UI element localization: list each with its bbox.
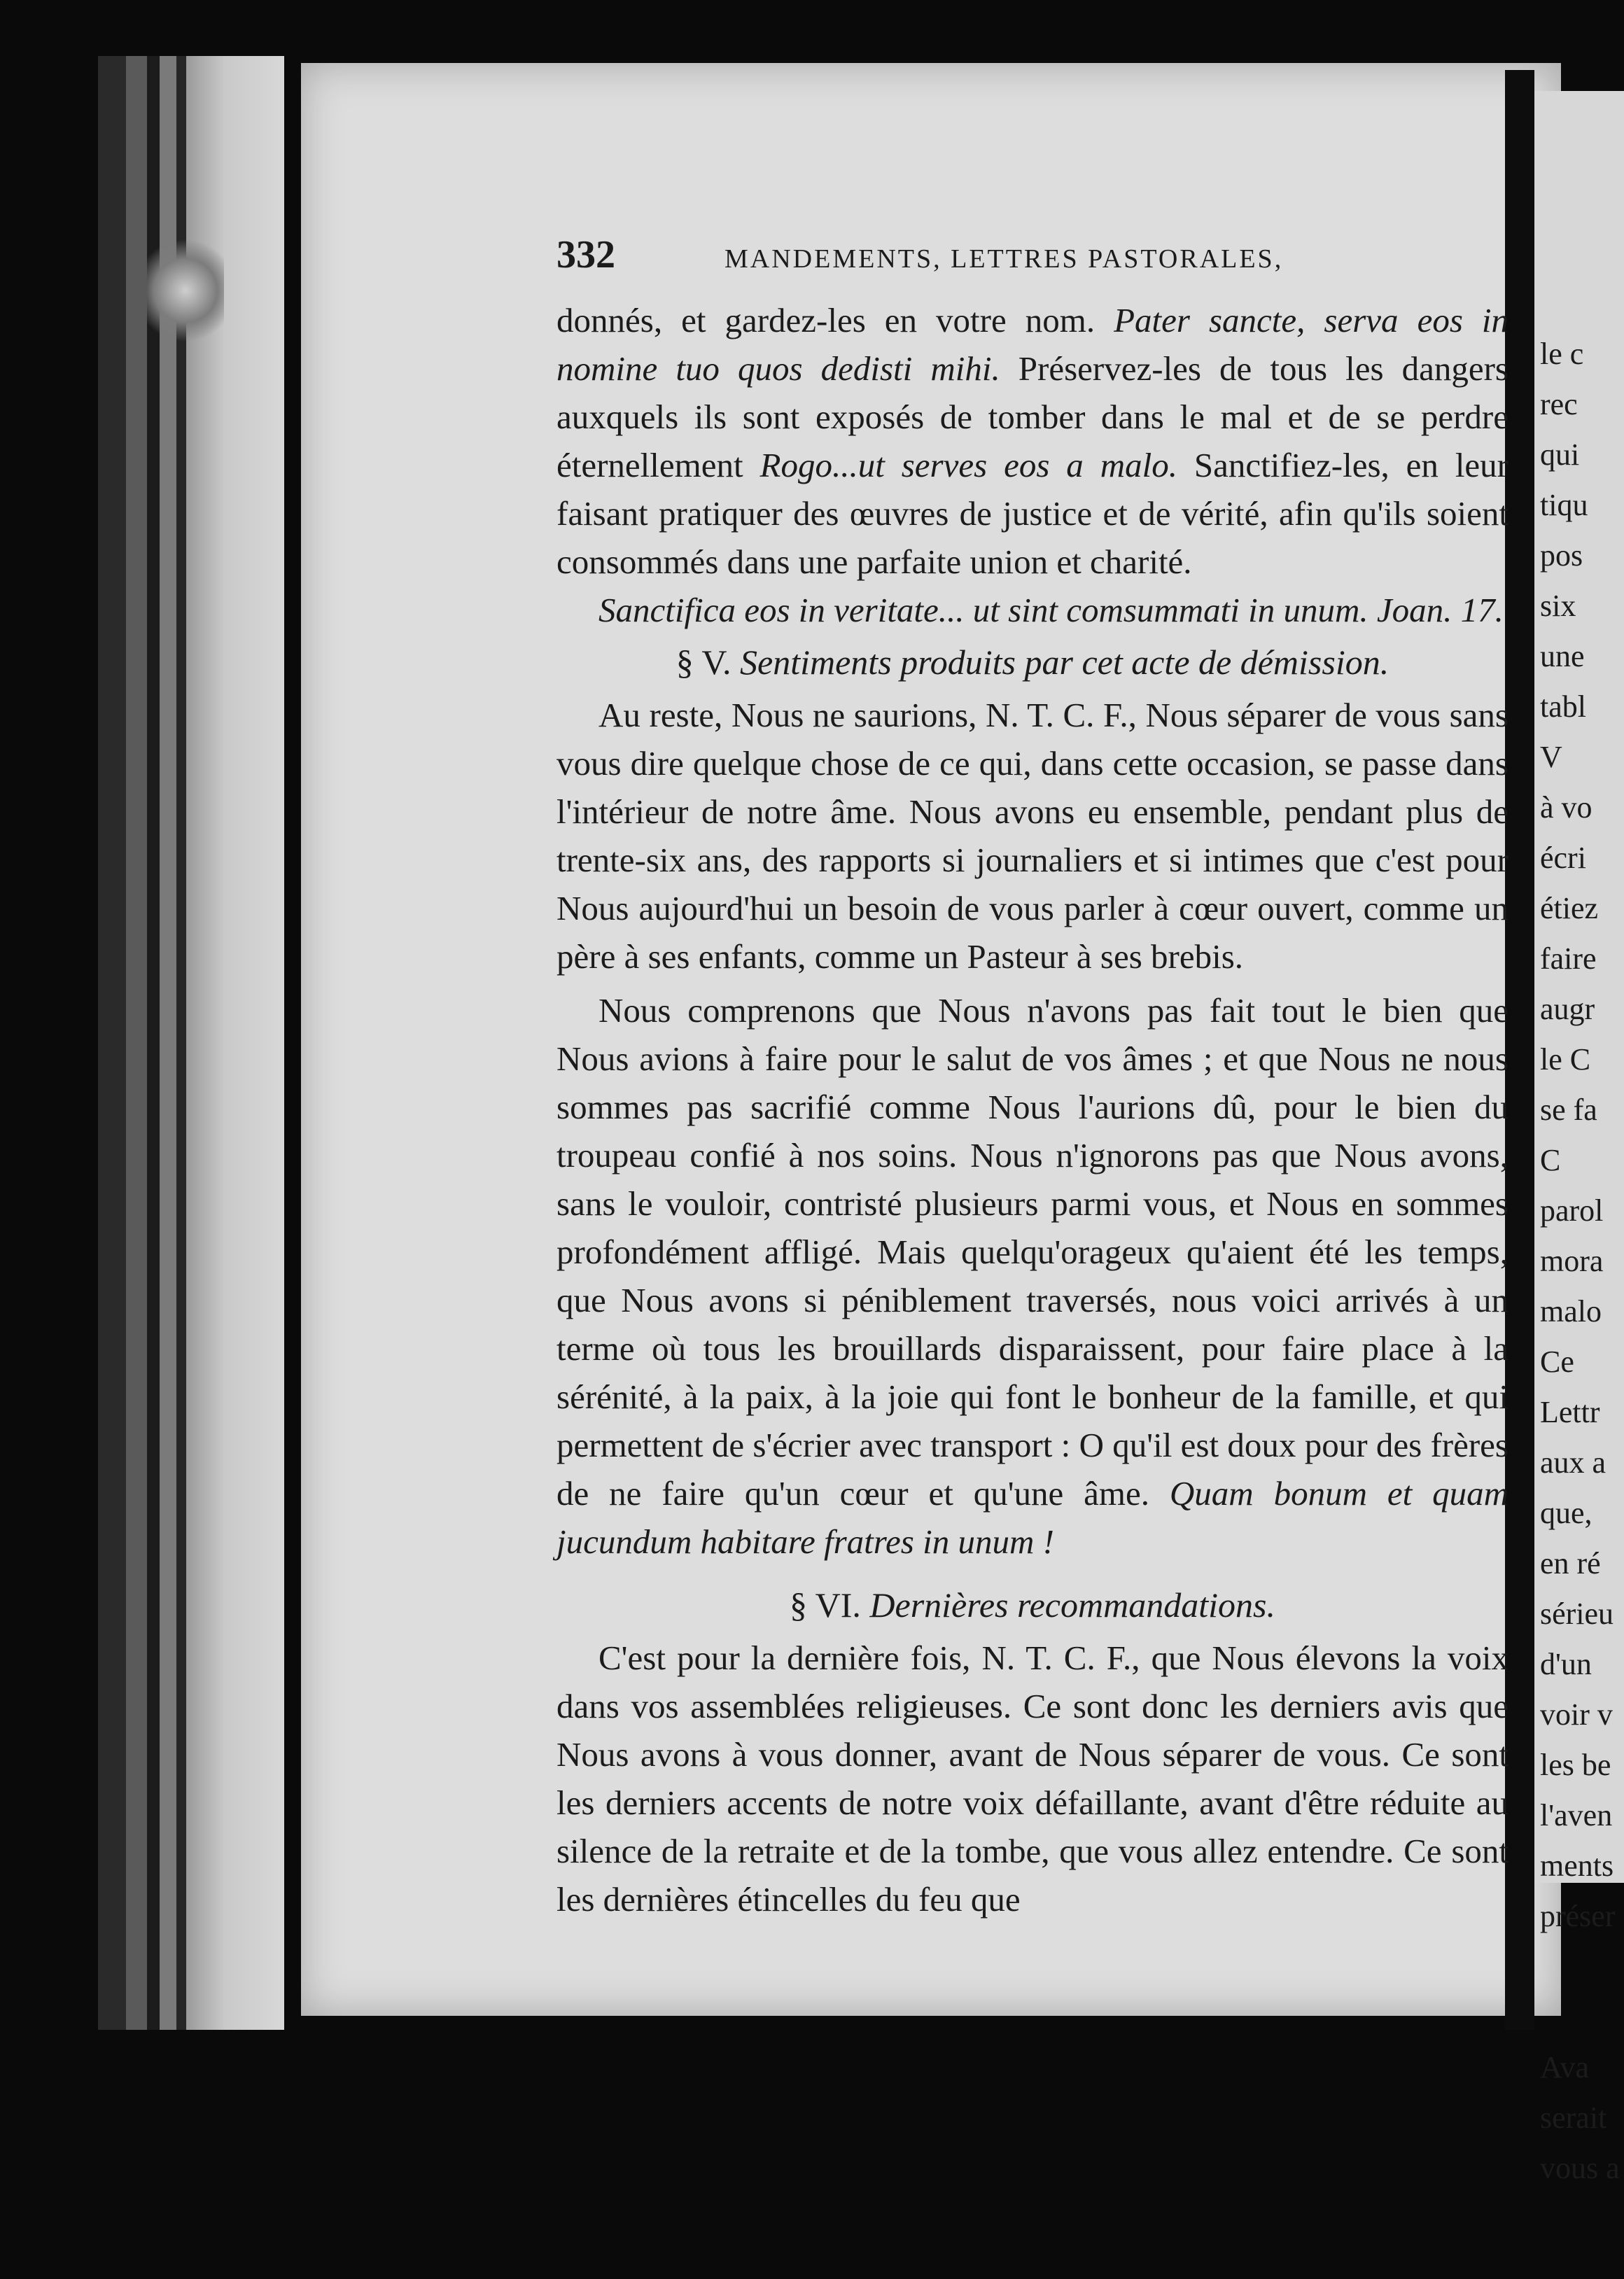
- book-edge: [98, 56, 126, 2030]
- facing-page-fragment: V: [1540, 740, 1562, 774]
- page-number: 332: [556, 233, 615, 276]
- book-edge: [147, 56, 160, 2030]
- running-head: MANDEMENTS, LETTRES PASTORALES,: [724, 244, 1284, 274]
- facing-page-fragment: rec: [1540, 387, 1578, 421]
- latin-quote: Sanctifica eos in veritate... ut sint comsummati in unum.: [598, 591, 1368, 629]
- facing-page-fragment: six: [1540, 589, 1576, 623]
- facing-page-fragment: parol: [1540, 1193, 1604, 1228]
- facing-page-fragment: mora: [1540, 1244, 1604, 1278]
- facing-page-fragment: C: [1540, 1143, 1561, 1177]
- text-run: Nous comprenons que Nous n'avons pas fait tout le bien que Nous avions à faire pour le salut de vos âmes ; et que Nous ne nous sommes pas sacrifié comme Nous l'aurions dû, pour le bien du troupeau confié à nos soins. Nous n'ignorons pas que Nous avons, sans le vouloir, contristé plusieurs parmi vous, et Nous en sommes profondément affligé. Mais quelqu'orageux qu'aient été les temps, que Nous avons si péniblement traversés, nous voici arrivés à un terme où tous les brouillards disparaissent, pour faire place à la sérénité, à la paix, à la joie qui font le bonheur de la famille, et qui permettent de s'écrier avec transport : O qu'il est doux pour des frères de ne faire qu'un cœur et qu'une âme.: [556, 991, 1508, 1513]
- section-number: § V.: [676, 643, 732, 682]
- facing-page-fragment: l'aven: [1540, 1798, 1613, 1832]
- text-run: donnés, et gardez-les en votre nom.: [556, 301, 1096, 339]
- latin-quote: Quam bonum et quam jucundum habitare fratres in unum !: [556, 1474, 1508, 1561]
- book-gutter: [1505, 70, 1534, 2030]
- facing-page-fragment: vous a: [1540, 2151, 1620, 2185]
- facing-page-fragment: se fa: [1540, 1093, 1597, 1127]
- facing-page-fragment: sérieu: [1540, 1597, 1614, 1631]
- page-text: [556, 231, 1508, 1923]
- facing-page-fragment: augr: [1540, 992, 1595, 1026]
- paragraph: [556, 986, 1508, 1566]
- latin-quote: Rogo...ut serves eos a malo.: [760, 446, 1177, 484]
- facing-page-fragment: malo: [1540, 1294, 1602, 1328]
- section-heading: [556, 638, 1508, 687]
- facing-page-fragment: en ré: [1540, 1546, 1601, 1580]
- facing-page-fragment: le C: [1540, 1042, 1591, 1077]
- paragraph: C'est pour la dernière fois, N. T. C. F., que Nous élevons la voix dans vos assemblées religieuses. Ce sont donc les derniers avis que Nous avons à vous donner, avant de Nous séparer de vous. Ce sont les derniers accents de notre voix défaillante, avant d'être réduite au silence de la retraite et de la tombe, que vous allez entendre. Ce sont les dernières étincelles du feu que: [556, 1639, 1508, 1919]
- section-title: Sentiments produits par cet acte de démission.: [740, 643, 1390, 682]
- facing-page-fragment: Lettr: [1540, 1395, 1600, 1429]
- paragraph: [556, 586, 1508, 634]
- facing-page-fragment: préser: [1540, 1899, 1616, 1933]
- citation: Joan. 17.: [1376, 591, 1504, 629]
- paper-stain: [147, 231, 224, 350]
- facing-page-fragment: qui: [1540, 437, 1580, 472]
- facing-page-fragment: [1540, 1942, 1624, 1992]
- facing-page-fragment: tabl: [1540, 689, 1586, 724]
- facing-page-fragment: Ava: [1540, 2050, 1590, 2084]
- book-edge: [126, 56, 147, 2030]
- section-number: § VI.: [790, 1585, 861, 1625]
- text-run: Préservez-les de tous les dangers auxquels ils sont exposés de tomber dans le mal et de se perdre éternellement: [556, 349, 1508, 484]
- facing-page-fragment: voir v: [1540, 1697, 1613, 1732]
- book-edge: [176, 56, 186, 2030]
- page-header: [556, 231, 1508, 283]
- page-stack-edge: [186, 56, 284, 2030]
- facing-page-fragment: ments: [1540, 1849, 1614, 1883]
- facing-page-fragment: les be: [1540, 1748, 1611, 1782]
- section-title: Dernières recommandations.: [869, 1585, 1275, 1625]
- facing-page-fragment: tiqu: [1540, 488, 1588, 522]
- facing-page-fragment: à vo: [1540, 790, 1592, 825]
- text-run: Sanctifiez-les, en leur faisant pratiquer des œuvres de justice et de vérité, afin qu'ils soient consommés dans une parfaite union et charité.: [556, 446, 1509, 581]
- facing-page-fragment: une: [1540, 639, 1585, 673]
- facing-page-fragment: faire: [1540, 941, 1597, 976]
- facing-page-fragment: [1540, 1992, 1624, 2042]
- facing-page-fragment: que,: [1540, 1496, 1592, 1530]
- latin-quote: Pater sancte, serva eos in nomine tuo quos dedisti mihi.: [556, 301, 1509, 388]
- facing-page-fragment: écri: [1540, 841, 1586, 875]
- facing-page-fragment: le c: [1540, 337, 1584, 371]
- facing-page-fragment: étiez: [1540, 891, 1599, 925]
- facing-page-fragment: pos: [1540, 538, 1583, 573]
- facing-page-fragment: aux a: [1540, 1445, 1606, 1480]
- paragraph: [556, 296, 1508, 586]
- facing-page-fragment: serait: [1540, 2101, 1607, 2135]
- section-heading: [556, 1581, 1508, 1629]
- facing-page-fragment: Ce: [1540, 1345, 1574, 1379]
- facing-page-text: [1540, 329, 1624, 2194]
- facing-page-fragment: d'un: [1540, 1647, 1592, 1681]
- paragraph: Au reste, Nous ne saurions, N. T. C. F., Nous séparer de vous sans vous dire quelque chose de ce qui, dans cette occasion, se passe dans l'intérieur de notre âme. Nous avons eu ensemble, pendant plus de trente-six ans, des rapports si journaliers et si intimes que c'est pour Nous aujourd'hui un besoin de vous parler à cœur ouvert, comme un père à ses enfants, comme un Pasteur à ses brebis.: [556, 696, 1508, 976]
- book-edge: [160, 56, 176, 2030]
